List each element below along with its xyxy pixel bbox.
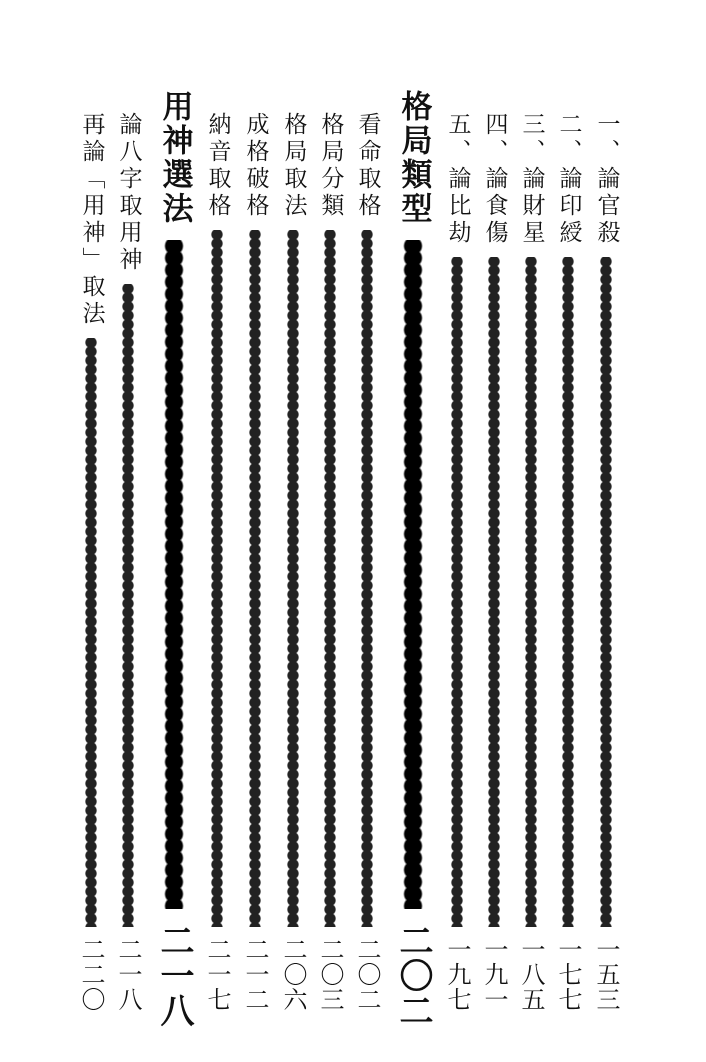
toc-entry-title: 四、論食傷 bbox=[481, 112, 508, 247]
dot-leader bbox=[519, 257, 543, 927]
toc-entry bbox=[482, 112, 506, 1012]
toc-section-page: 二〇二 bbox=[393, 923, 433, 1028]
toc-entry bbox=[445, 112, 469, 1012]
toc-entry bbox=[318, 112, 342, 1012]
toc-entry bbox=[519, 112, 543, 1012]
toc-section-title: 用神選法 bbox=[156, 90, 193, 226]
toc-entry-title: 論八字取用神 bbox=[115, 112, 142, 274]
dot-leader bbox=[157, 240, 191, 909]
toc-entry bbox=[594, 112, 618, 1012]
toc-entry-page: 二一八 bbox=[114, 937, 142, 1012]
toc-section-title: 格局類型 bbox=[395, 90, 432, 226]
toc-entry-title: 看命取格 bbox=[354, 112, 381, 220]
toc-entry-title: 成格破格 bbox=[242, 112, 269, 220]
toc-entry bbox=[281, 112, 305, 1012]
dot-leader bbox=[355, 230, 379, 927]
dot-leader bbox=[243, 230, 267, 927]
toc-entry-title: 一、論官殺 bbox=[593, 112, 620, 247]
dot-leader bbox=[205, 230, 229, 927]
toc-section-heading bbox=[154, 90, 194, 1028]
dot-leader bbox=[318, 230, 342, 927]
dot-leader bbox=[116, 284, 140, 927]
toc-entry-page: 一七七 bbox=[554, 937, 582, 1012]
toc-entry bbox=[116, 112, 140, 1012]
toc-entry bbox=[79, 112, 103, 1012]
dot-leader bbox=[445, 257, 469, 927]
toc-entry-title: 再論「用神」取法 bbox=[78, 112, 105, 328]
toc-entry-title: 五、論比劫 bbox=[444, 112, 471, 247]
toc-entry bbox=[556, 112, 580, 1012]
toc-section-heading bbox=[393, 90, 433, 1028]
toc-entry-page: 一八五 bbox=[517, 937, 545, 1012]
toc-entry-title: 納音取格 bbox=[204, 112, 231, 220]
toc-entry-page: 二二〇 bbox=[77, 937, 105, 1012]
toc-entry-page: 一九七 bbox=[443, 937, 471, 1012]
toc-entry bbox=[243, 112, 267, 1012]
toc-entry bbox=[355, 112, 379, 1012]
toc-entry-page: 二〇二 bbox=[353, 937, 381, 1012]
toc-section-page: 二一八 bbox=[154, 923, 194, 1028]
toc-entry-page: 二一七 bbox=[203, 937, 231, 1012]
toc-entry-page: 一五三 bbox=[592, 937, 620, 1012]
toc-entry-page: 一九一 bbox=[480, 937, 508, 1012]
dot-leader bbox=[594, 257, 618, 927]
toc-entry-title: 格局分類 bbox=[317, 112, 344, 220]
toc-entry-title: 二、論印綬 bbox=[555, 112, 582, 247]
toc-entry bbox=[205, 112, 229, 1012]
toc-entry-page: 二〇三 bbox=[316, 937, 344, 1012]
toc-entry-page: 二一二 bbox=[241, 937, 269, 1012]
dot-leader bbox=[281, 230, 305, 927]
dot-leader bbox=[396, 240, 430, 909]
dot-leader bbox=[482, 257, 506, 927]
toc-entry-title: 三、論財星 bbox=[518, 112, 545, 247]
dot-leader bbox=[79, 338, 103, 927]
dot-leader bbox=[556, 257, 580, 927]
toc-entry-page: 二〇六 bbox=[279, 937, 307, 1012]
toc-entry-title: 格局取法 bbox=[280, 112, 307, 220]
